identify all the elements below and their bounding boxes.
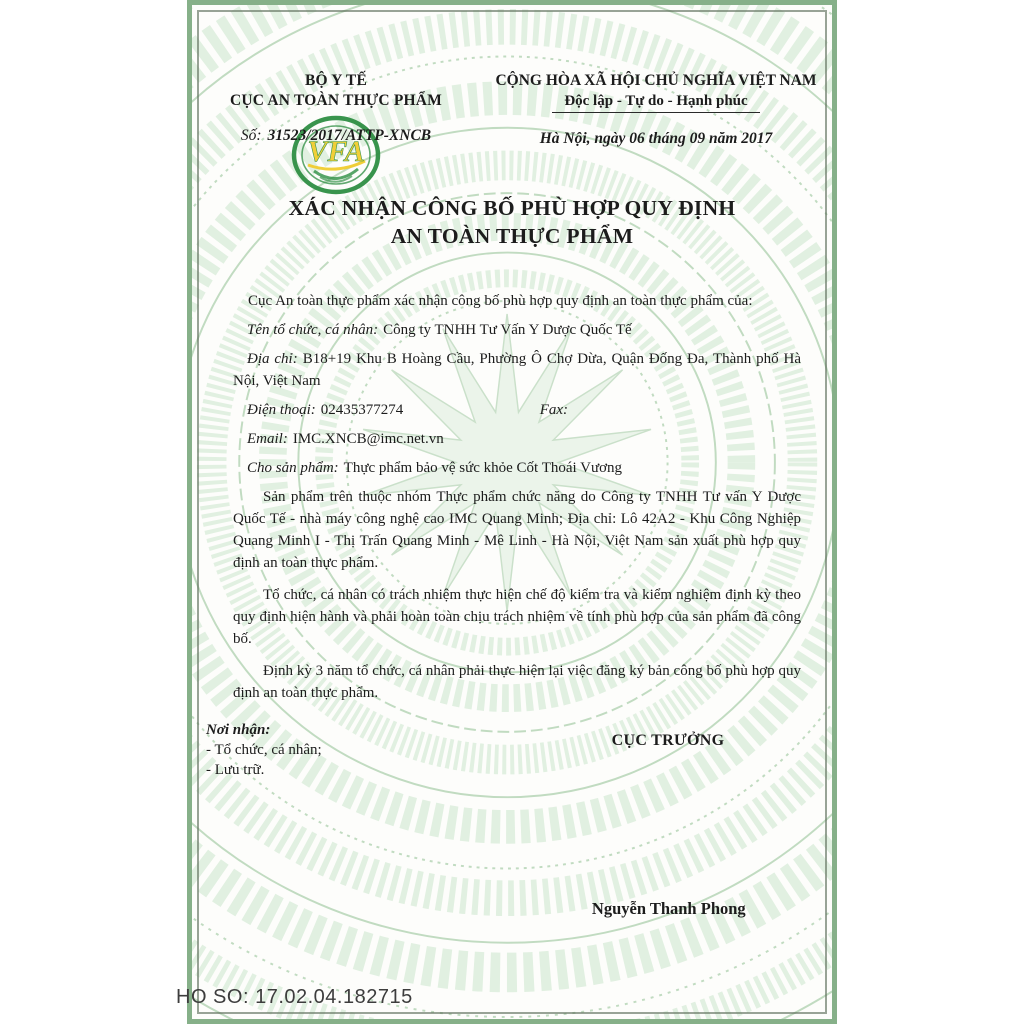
recipients-block xyxy=(206,720,514,780)
document-title-line1: XÁC NHẬN CÔNG BỐ PHÙ HỢP QUY ĐỊNH xyxy=(288,196,736,220)
document-body xyxy=(192,290,832,704)
field-address-label: Địa chỉ: xyxy=(247,351,298,367)
document-title-line2: AN TOÀN THỰC PHẨM xyxy=(390,224,634,248)
document-number-value: 31523/2017/ATTP-XNCB xyxy=(267,127,432,144)
field-phone-label: Điện thoại: xyxy=(247,402,316,418)
signer-name: Nguyễn Thanh Phong xyxy=(591,899,746,918)
vfa-logo-text: VFA xyxy=(307,135,365,168)
field-fax-label: Fax: xyxy=(539,402,569,418)
document-number-label: Số: xyxy=(240,127,262,144)
vfa-logo-icon xyxy=(290,113,382,199)
document-header xyxy=(192,71,832,168)
field-address xyxy=(233,348,801,392)
national-header-block xyxy=(480,71,832,148)
issuing-ministry: BỘ Y TẾ xyxy=(305,72,367,89)
field-email xyxy=(233,428,801,450)
field-organization-label: Tên tổ chức, cá nhân: xyxy=(247,322,379,338)
field-email-value: IMC.XNCB@imc.net.vn xyxy=(292,431,444,447)
certificate-page xyxy=(176,0,837,1024)
paragraph-renewal: Định kỳ 3 năm tổ chức, cá nhân phải thực hiện lại việc đăng ký bản công bố phù hợp quy định an toàn thực phẩm. xyxy=(233,663,801,701)
document-footer xyxy=(192,720,832,780)
field-fax-value xyxy=(568,402,573,418)
paragraph-responsibility: Tổ chức, cá nhân có trách nhiệm thực hiện chế độ kiểm tra và kiểm nghiệm định kỳ theo quy định hiện hành và phải hoàn toàn chịu trách nhiệm về tính phù hợp của sản phẩm đã công bố. xyxy=(233,587,801,647)
field-product xyxy=(233,457,801,479)
national-motto: Độc lập - Tự do - Hạnh phúc xyxy=(480,93,832,113)
national-title: CỘNG HÒA XÃ HỘI CHỦ NGHĨA VIỆT NAM xyxy=(495,72,817,89)
place-date: Hà Nội, ngày 06 tháng 09 năm 2017 xyxy=(539,130,773,147)
intro-line: Cục An toàn thực phẩm xác nhận công bố phù hợp quy định an toàn thực phẩm của: xyxy=(248,293,753,309)
field-product-value: Thực phẩm bảo vệ sức khỏe Cốt Thoái Vương xyxy=(343,460,623,476)
field-organization-value: Công ty TNHH Tư Vấn Y Dược Quốc Tế xyxy=(383,322,632,338)
field-phone-fax-row xyxy=(233,399,801,421)
field-organization xyxy=(233,319,801,341)
field-address-value: B18+19 Khu B Hoàng Cầu, Phường Ô Chợ Dừa, Quận Đống Đa, Thành phố Hà Nội, Việt Nam xyxy=(233,351,801,389)
issuing-department: CỤC AN TOÀN THỰC PHẨM xyxy=(229,92,443,109)
field-email-label: Email: xyxy=(247,431,288,447)
recipients-heading: Nơi nhận: xyxy=(206,722,271,738)
field-fax xyxy=(540,399,573,421)
file-code: HO SO: 17.02.04.182715 xyxy=(176,986,413,1008)
field-product-label: Cho sản phẩm: xyxy=(247,460,339,476)
recipient-item: - Lưu trữ. xyxy=(206,762,265,778)
issuing-authority-block xyxy=(192,71,480,168)
field-phone-value: 02435377274 xyxy=(320,402,404,418)
paragraph-manufacturer: Sản phẩm trên thuộc nhóm Thực phẩm chức năng do Công ty TNHH Tư vấn Y Dược Quốc Tế - nhà máy công nghệ cao IMC Quang Minh; Địa chỉ: Lô 42A2 - Khu Công Nghiệp Quang Minh I - Thị Trấn Quang Minh - Mê Linh - Hà Nội, Việt Nam sản xuất phù hợp quy định an toàn thực phẩm. xyxy=(233,489,801,571)
signer-block xyxy=(514,720,822,780)
recipient-item: - Tổ chức, cá nhân; xyxy=(206,742,322,758)
document-title xyxy=(192,194,832,250)
document-number xyxy=(192,127,480,145)
signer-title: CỤC TRƯỞNG xyxy=(611,732,725,749)
